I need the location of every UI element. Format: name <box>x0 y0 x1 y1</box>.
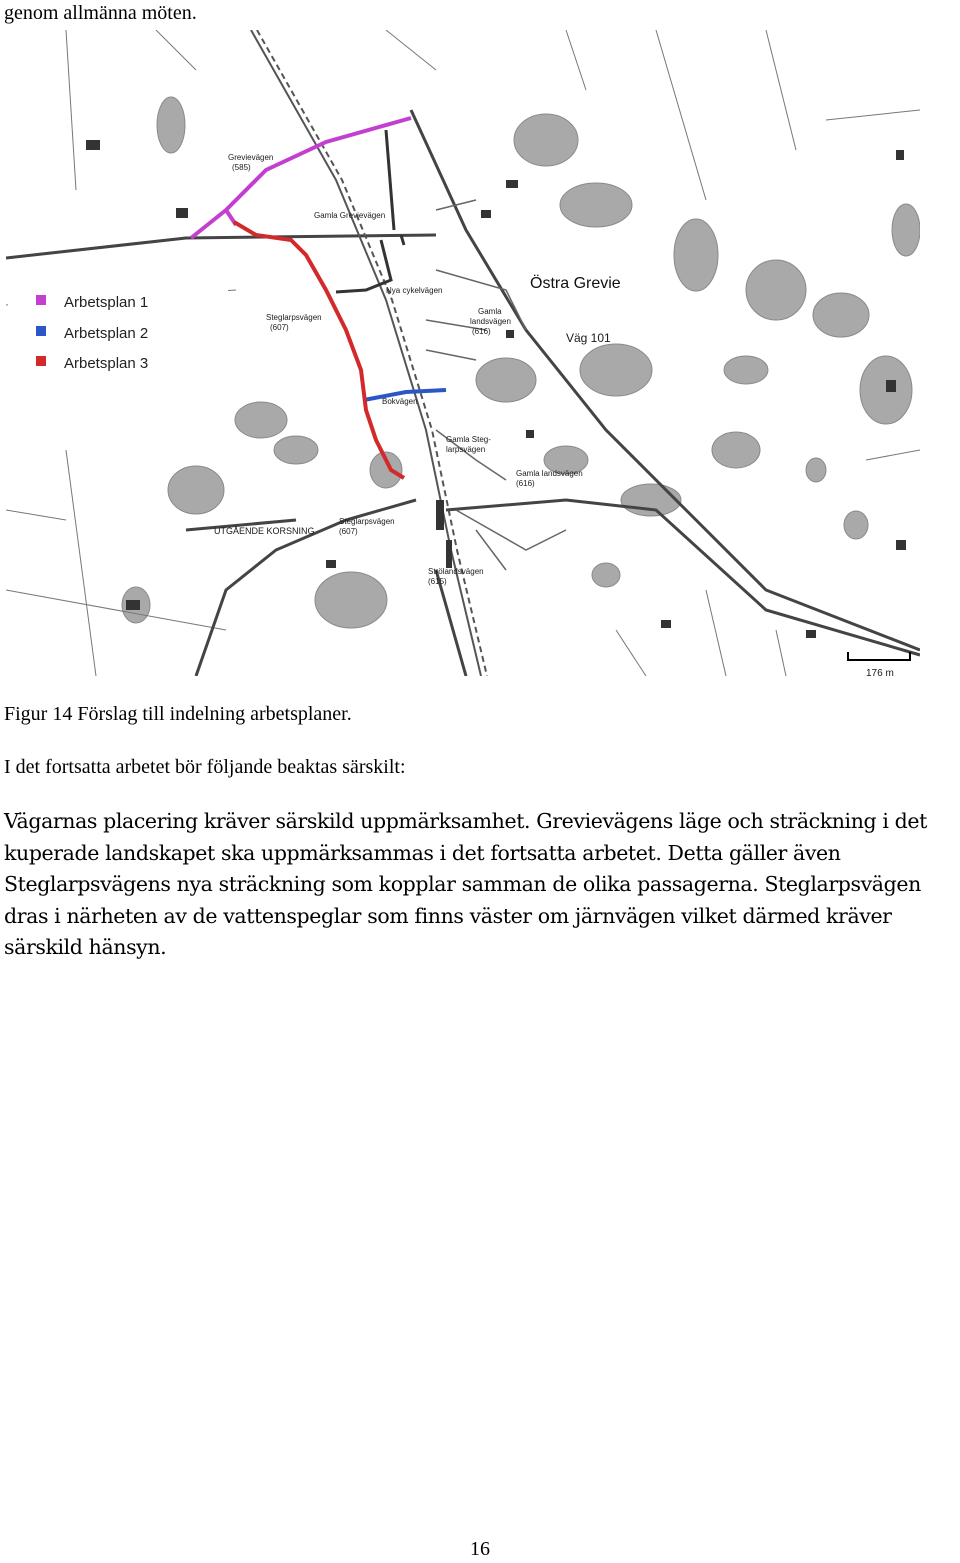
top-line-text: genom allmänna möten. <box>4 2 197 24</box>
map-label: (616) <box>516 479 535 488</box>
map-label: UTGÅENDE KORSNING <box>214 526 315 536</box>
map-label: Östra Grevie <box>530 275 621 292</box>
intro-text: I det fortsatta arbetet bör följande beaktas särskilt: <box>4 756 406 778</box>
map-label: (616) <box>472 327 491 336</box>
map-label: (607) <box>270 323 289 332</box>
map-label: (585) <box>232 163 251 172</box>
route-map <box>6 30 920 676</box>
figure-caption: Figur 14 Förslag till indelning arbetsplaner. <box>4 703 352 725</box>
scale-label: 176 m <box>866 668 894 676</box>
legend-label-3: Arbetsplan 3 <box>64 355 149 372</box>
body-paragraph: Vägarnas placering kräver särskild uppmärksamhet. Grevievägens läge och sträckning i det kuperade landskapet ska uppmärksammas i det fortsatta arbetet. Detta gäller även Steglarpsvägens nya sträckning som kopplar samman de olika passagerna. Steglarpsvägen dras i närheten av de vattenspeglar som finns väster om järnvägen vilket därmed kräver särskild hänsyn. <box>4 809 927 959</box>
legend-label-2: Arbetsplan 2 <box>64 325 149 342</box>
map-label: Steglarpsvägen <box>266 313 322 322</box>
map-label: Steglarpsvägen <box>339 517 395 526</box>
map-label: Väg 101 <box>566 331 611 345</box>
map-label: Gamla landsvägen <box>516 469 583 478</box>
map-label: Nya cykelvägen <box>386 286 443 295</box>
map-label: Gamla Steg- <box>446 435 491 444</box>
map-label: (615) <box>428 577 447 586</box>
map-label: Gamla <box>478 307 502 316</box>
legend-swatch-3 <box>36 356 46 366</box>
legend-swatch-2 <box>36 326 46 336</box>
map-label: Grevievägen <box>228 153 274 162</box>
map-legend <box>8 270 228 450</box>
map-label: landsvägen <box>470 317 511 326</box>
page-number: 16 <box>470 1538 490 1560</box>
map-label: (607) <box>339 527 358 536</box>
map-label: Bokvägen <box>382 397 418 406</box>
map-label: Strölandsvägen <box>428 567 484 576</box>
map-label: larpsvägen <box>446 445 486 454</box>
map-label: Gamla Grevievägen <box>314 211 386 220</box>
legend-swatch-1 <box>36 295 46 305</box>
legend-label-1: Arbetsplan 1 <box>64 294 149 311</box>
